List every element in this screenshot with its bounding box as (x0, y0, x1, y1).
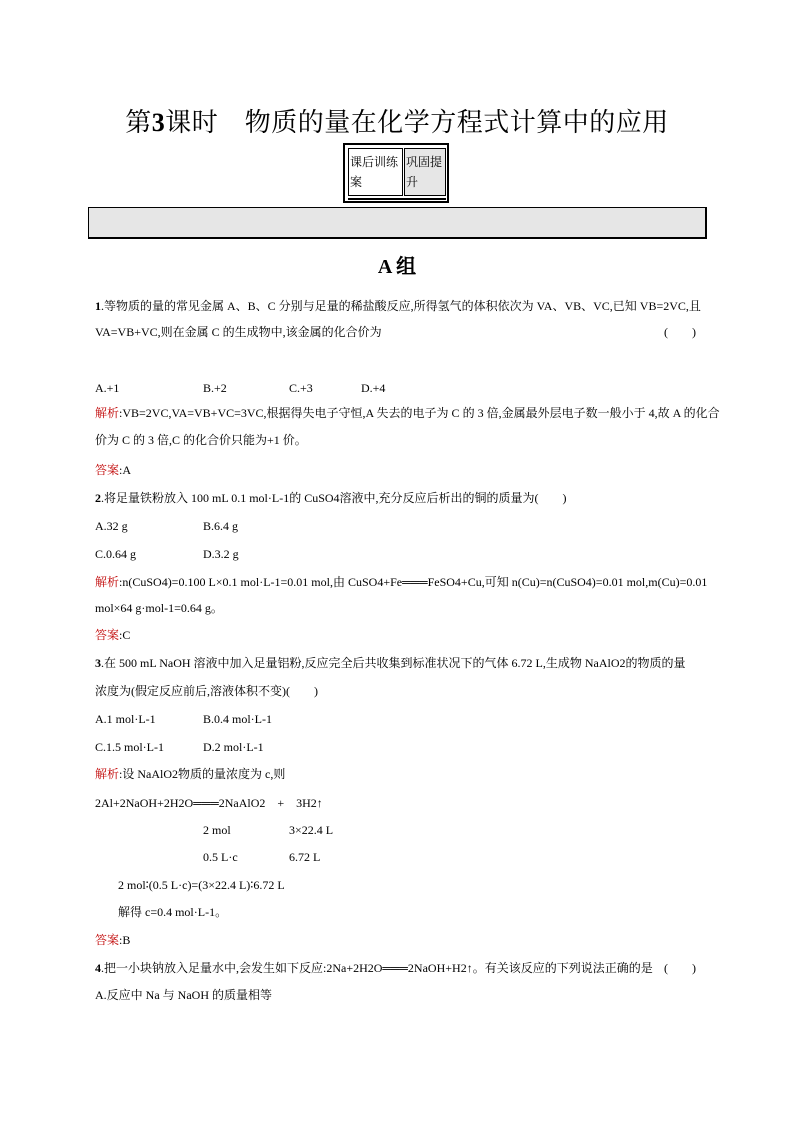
q1-line1: 1.等物质的量的常见金属 A、B、C 分别与足量的稀盐酸反应,所得氢气的体积依次为 VA、VB、VC,已知 VB=2VC,且 (95, 299, 701, 313)
lesson-number: 3 (151, 108, 166, 137)
q3-option-a: A.1 mol·L-1 (95, 712, 156, 726)
q1-option-c: C.+3 (289, 381, 313, 395)
q2-analysis-line1: 解析:n(CuSO4)=0.100 L×0.1 mol·L-1=0.01 mol,由 CuSO4+Fe═══FeSO4+Cu,可知 n(Cu)=n(CuSO4)=0.01 mol,m(Cu)=0.01 (95, 575, 708, 589)
q2-option-c: C.0.64 g (95, 547, 137, 561)
q3-analysis-line1: 解析:设 NaAlO2物质的量浓度为 c,则 (95, 767, 286, 781)
q3-answer: 答案:B (95, 933, 131, 947)
q1-option-d: D.+4 (361, 381, 386, 395)
section-banner (88, 207, 707, 239)
q2-option-a: A.32 g (95, 519, 128, 533)
tab-after-class-training[interactable]: 课后训练案 (348, 148, 403, 196)
q4-answer-paren: ( ) (664, 961, 696, 975)
q1-line2: VA=VB+VC,则在金属 C 的生成物中,该金属的化合价为 (95, 325, 382, 339)
q3-solve: 解得 c=0.4 mol·L-1。 (118, 905, 228, 919)
q1-option-b: B.+2 (203, 381, 227, 395)
q2-analysis-line2: mol×64 g·mol-1=0.64 g。 (95, 601, 223, 615)
q3-option-d: D.2 mol·L-1 (203, 740, 264, 754)
q1-analysis-line1: 解析:VB=2VC,VA=VB+VC=3VC,根据得失电子守恒,A 失去的电子为 C 的 3 倍,金属最外层电子数一般小于 4,故 A 的化合 (95, 406, 720, 420)
q2-line1: 2.将足量铁粉放入 100 mL 0.1 mol·L-1的 CuSO4溶液中,充分反应后析出的铜的质量为( ) (95, 491, 567, 505)
tab-box (343, 143, 449, 203)
q2-answer: 答案:C (95, 628, 131, 642)
q3-option-b: B.0.4 mol·L-1 (203, 712, 272, 726)
q1-option-a: A.+1 (95, 381, 120, 395)
q3-line1: 3.在 500 mL NaOH 溶液中加入足量铝粉,反应完全后共收集到标准状况下的气体 6.72 L,生成物 NaAlO2的物质的量 (95, 656, 686, 670)
q3-equation: 2Al+2NaOH+2H2O═══2NaAlO2 + 3H2↑ (95, 796, 323, 810)
q2-option-b: B.6.4 g (203, 519, 239, 533)
q3-ratio: 2 mol∶(0.5 L·c)=(3×22.4 L)∶6.72 L (118, 878, 285, 892)
q4-line1: 4.把一小块钠放入足量水中,会发生如下反应:2Na+2H2O═══2NaOH+H2↑。有关该反应的下列说法正确的是 (95, 961, 653, 975)
q1-answer: 答案:A (95, 463, 132, 477)
q1-answer-paren: ( ) (664, 325, 696, 339)
page-title: 第3课时 物质的量在化学方程式计算中的应用 (125, 108, 669, 138)
q3-option-c: C.1.5 mol·L-1 (95, 740, 164, 754)
tab-underline (348, 198, 446, 200)
q1-analysis-line2: 价为 C 的 3 倍,C 的化合价只能为+1 价。 (95, 433, 307, 447)
q3-row2-left: 0.5 L·c (203, 850, 238, 864)
q3-line2: 浓度为(假定反应前后,溶液体积不变)( ) (95, 684, 318, 698)
q2-option-d: D.3.2 g (203, 547, 239, 561)
q3-row1-left: 2 mol (203, 823, 231, 837)
tab-consolidation[interactable]: 巩固提升 (404, 148, 446, 196)
q4-option-a: A.反应中 Na 与 NaOH 的质量相等 (95, 988, 272, 1002)
q3-row2-right: 6.72 L (289, 850, 321, 864)
q3-row1-right: 3×22.4 L (289, 823, 334, 837)
group-label: A 组 (377, 256, 417, 278)
